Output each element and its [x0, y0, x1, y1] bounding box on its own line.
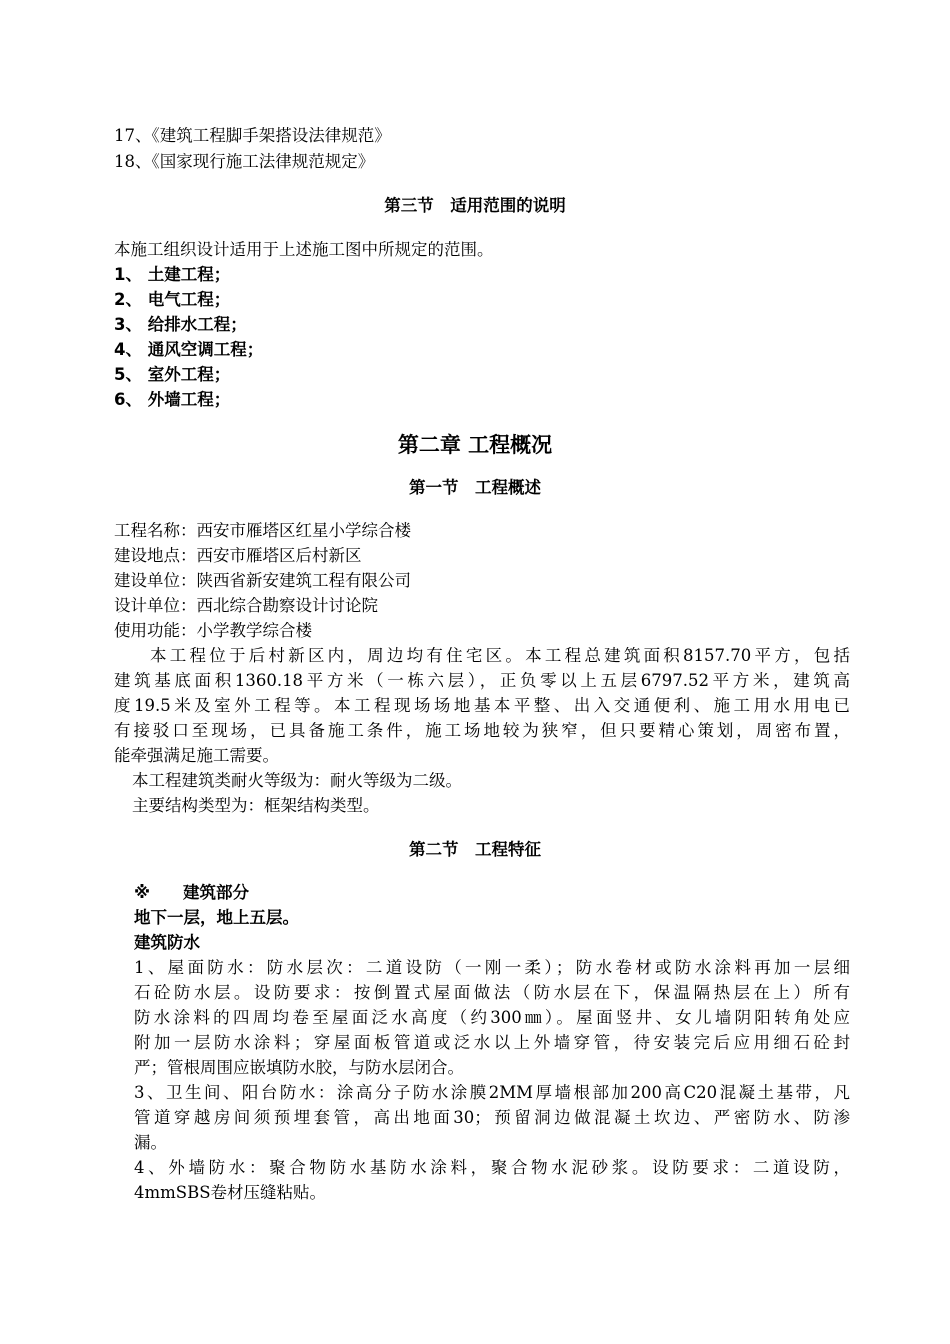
structure-type: 主要结构类型为：框架结构类型。	[132, 796, 380, 815]
bath-waterproof-line: 3、卫生间、阳台防水：涂高分子防水涂膜2MM厚墙根部加200高C20混凝土基带，凡	[134, 1083, 850, 1102]
floors-summary: 地下一层，地上五层。	[134, 908, 299, 927]
project-function: 使用功能：小学教学综合楼	[114, 621, 312, 640]
scope-item: 3、 给排水工程；	[114, 315, 247, 334]
bath-waterproof-line: 管道穿越房间须预埋套管，高出地面30；预留洞边做混凝土坎边、严密防水、防渗	[134, 1108, 850, 1127]
scope-item: 4、 通风空调工程；	[114, 340, 264, 359]
wall-waterproof-line: 4mmSBS卷材压缝粘贴。	[134, 1183, 327, 1202]
reference-item-17: 17、《建筑工程脚手架搭设法律规范》	[114, 126, 391, 145]
section-heading-features: 第二节 工程特征	[409, 840, 541, 859]
overview-paragraph-line: 有接驳口至现场，已具备施工条件，施工场地较为狭窄，但只要精心策划，周密布置，	[114, 721, 850, 740]
scope-intro: 本施工组织设计适用于上述施工图中所规定的范围。	[114, 240, 494, 259]
roof-waterproof-line: 严；管根周围应嵌填防水胶，与防水层闭合。	[134, 1058, 464, 1077]
overview-paragraph-line: 本工程位于后村新区内，周边均有住宅区。本工程总建筑面积8157.70平方，包括	[150, 646, 850, 665]
bath-waterproof-line: 漏。	[134, 1133, 167, 1152]
waterproof-heading: 建筑防水	[134, 933, 200, 952]
architecture-heading: ※ 建筑部分	[134, 883, 250, 902]
project-location: 建设地点：西安市雁塔区后村新区	[114, 546, 362, 565]
project-designer: 设计单位：西北综合勘察设计讨论院	[114, 596, 378, 615]
chapter-heading: 第二章 工程概况	[397, 433, 553, 457]
section-heading-scope: 第三节 适用范围的说明	[384, 196, 566, 215]
scope-item: 6、 外墙工程；	[114, 390, 231, 409]
wall-waterproof-line: 4、外墙防水：聚合物防水基防水涂料，聚合物水泥砂浆。设防要求：二道设防，	[134, 1158, 850, 1177]
fire-rating: 本工程建筑类耐火等级为：耐火等级为二级。	[132, 771, 462, 790]
roof-waterproof-line: 防水涂料的四周均卷至屋面泛水高度（约300㎜）。屋面竖井、女儿墙阴阳转角处应	[134, 1008, 850, 1027]
project-name: 工程名称：西安市雁塔区红星小学综合楼	[114, 521, 411, 540]
roof-waterproof-line: 1、屋面防水：防水层次：二道设防（一刚一柔）；防水卷材或防水涂料再加一层细	[134, 958, 850, 977]
scope-item: 1、 土建工程；	[114, 265, 231, 284]
overview-paragraph-line: 能牵强满足施工需要。	[114, 746, 279, 765]
overview-paragraph-line: 建筑基底面积1360.18平方米（一栋六层），正负零以上五层6797.52平方米，建筑高	[114, 671, 850, 690]
roof-waterproof-line: 石砼防水层。设防要求：按倒置式屋面做法（防水层在下，保温隔热层在上）所有	[134, 983, 850, 1002]
overview-paragraph-line: 度19.5米及室外工程等。本工程现场场地基本平整、出入交通便利、施工用水用电已	[114, 696, 850, 715]
scope-item: 2、 电气工程；	[114, 290, 231, 309]
reference-item-18: 18、《国家现行施工法律规范规定》	[114, 152, 375, 171]
project-owner: 建设单位：陕西省新安建筑工程有限公司	[114, 571, 411, 590]
scope-item: 5、 室外工程；	[114, 365, 231, 384]
section-heading-overview: 第一节 工程概述	[409, 478, 541, 497]
roof-waterproof-line: 附加一层防水涂料；穿屋面板管道或泛水以上外墙穿管，待安装完后应用细石砼封	[134, 1033, 850, 1052]
